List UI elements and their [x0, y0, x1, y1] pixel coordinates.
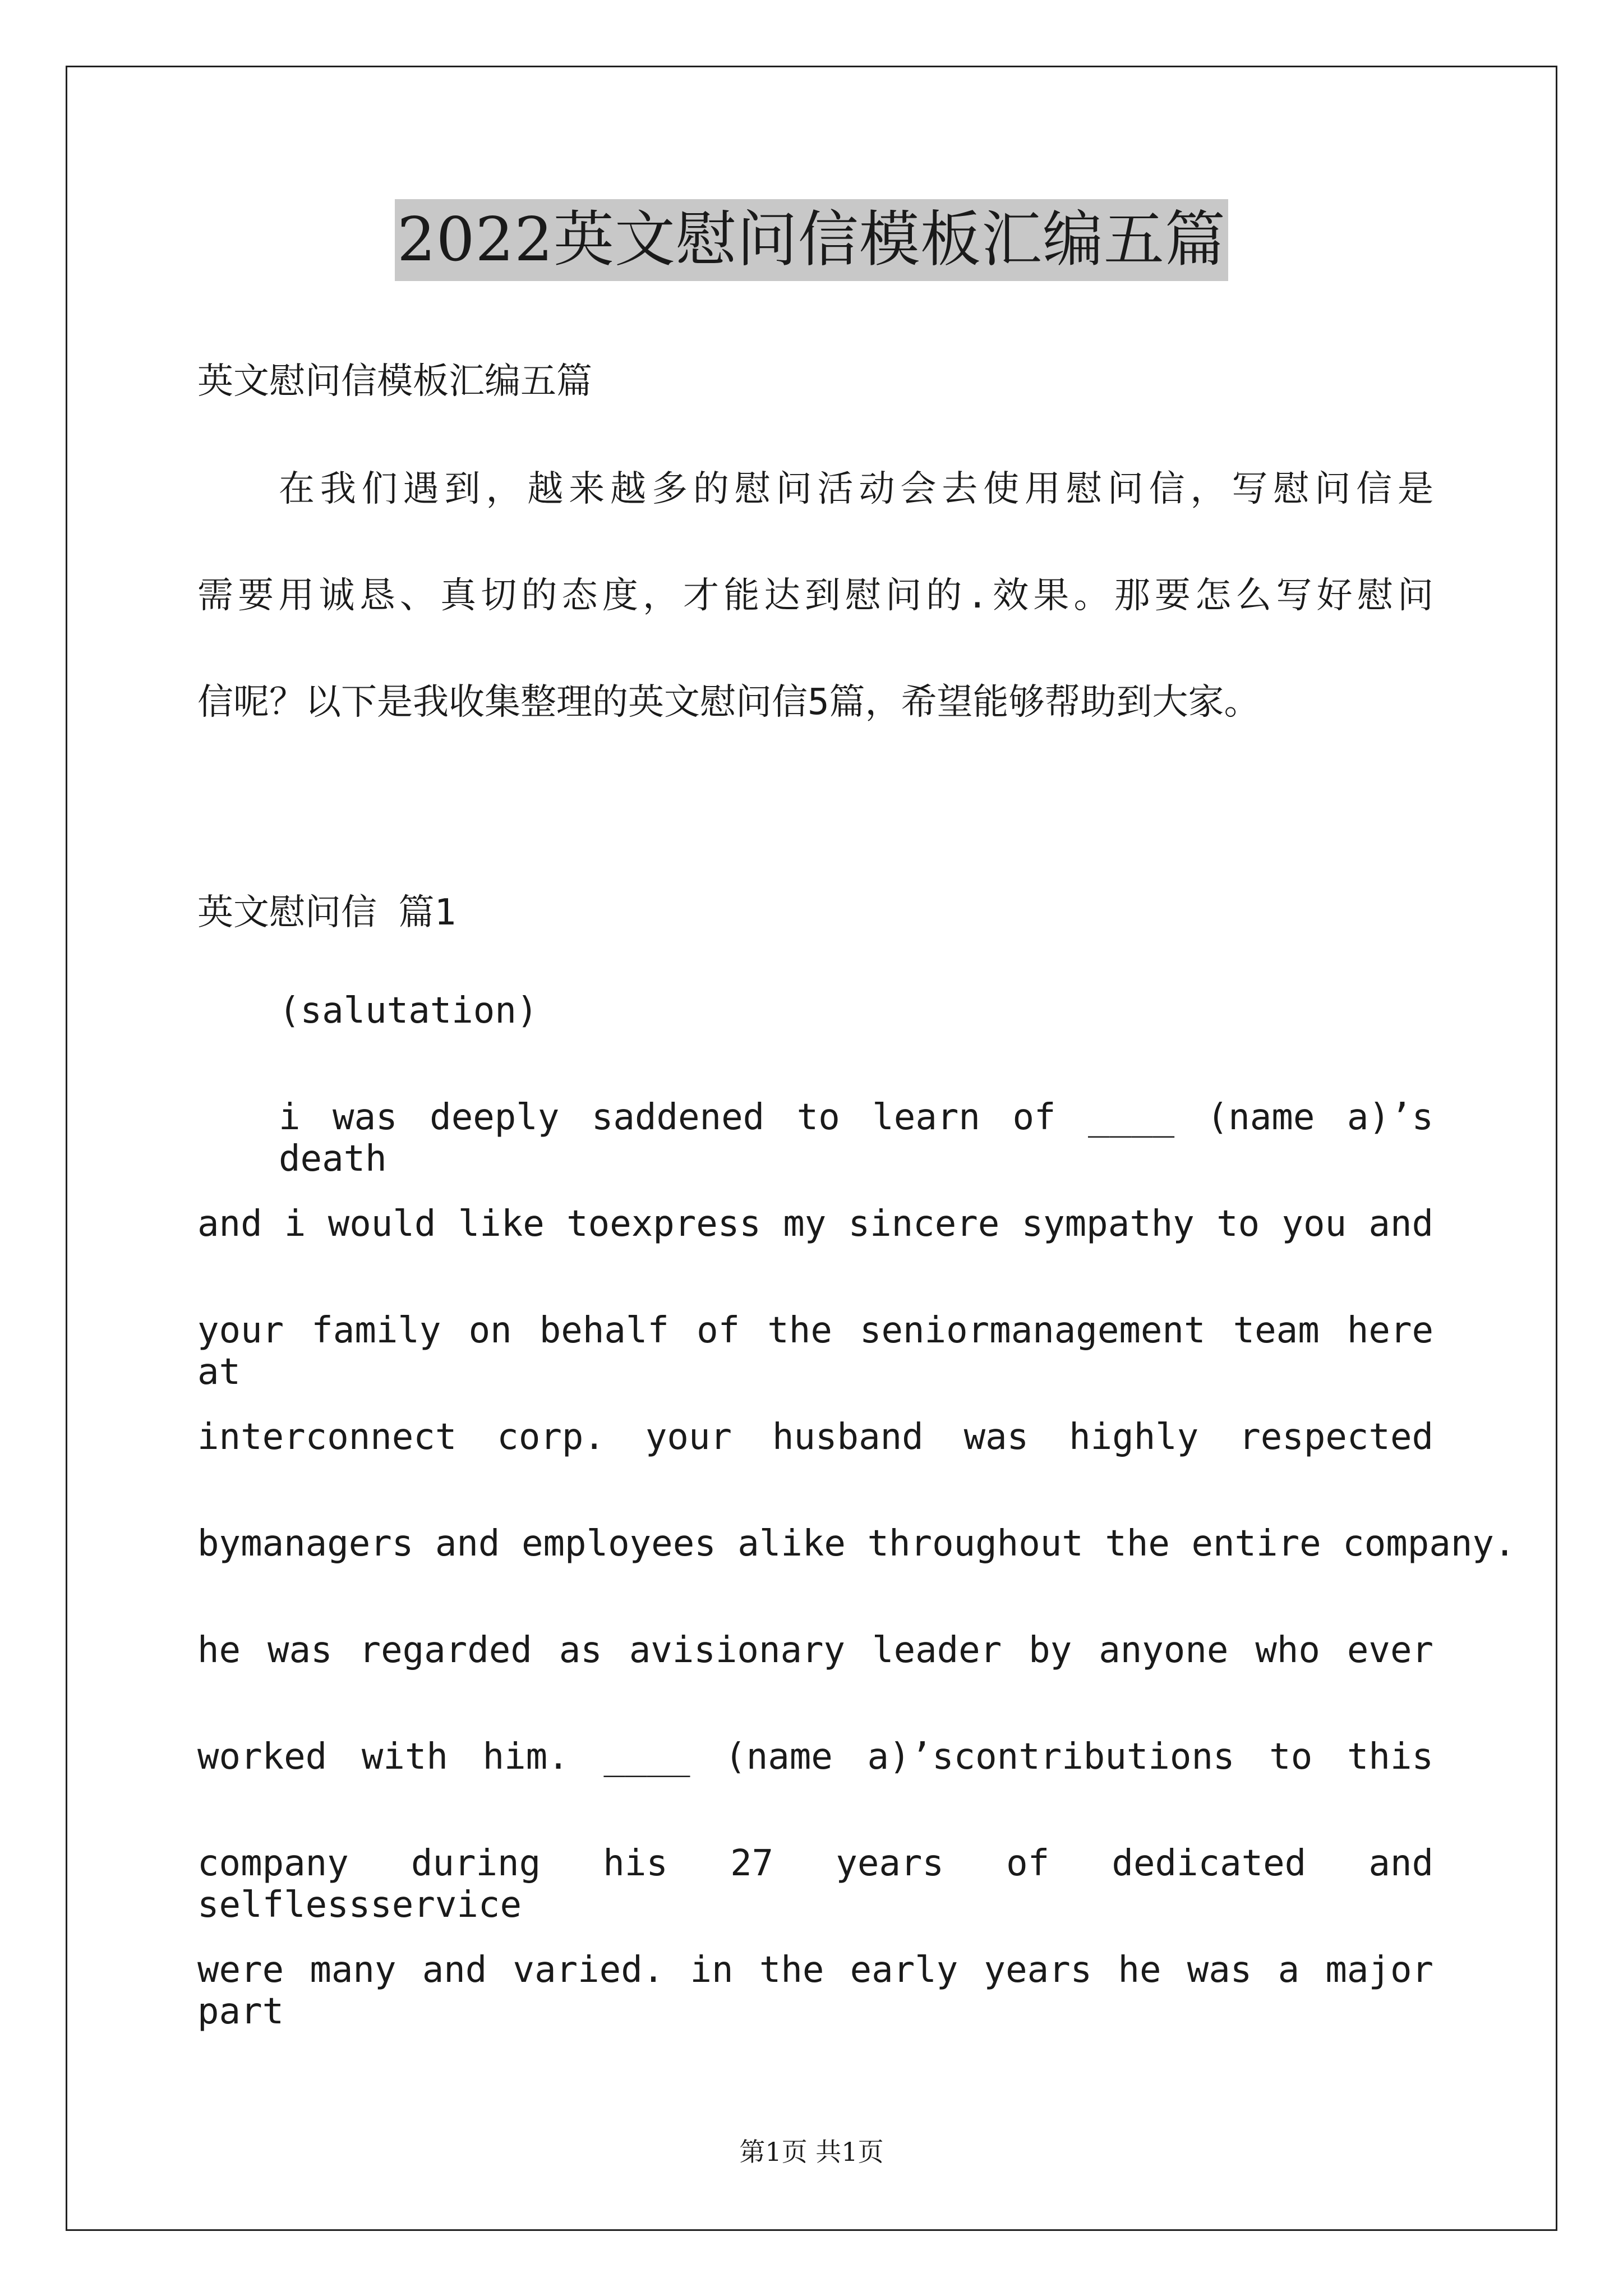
section-heading: 英文慰问信 篇1	[197, 892, 457, 933]
page-footer: 第1页 共1页	[739, 2137, 884, 2167]
letter-line-6: he was regarded as avisionary leader by anyone who ever	[197, 1630, 1433, 1671]
letter-line-3: your family on behalf of the seniormanagement team here at	[197, 1310, 1433, 1393]
letter-line-2: and i would like toexpress my sincere sympathy to you and	[197, 1203, 1433, 1245]
document-title: 2022英文慰问信模板汇编五篇	[395, 199, 1228, 281]
letter-line-4: interconnect corp. your husband was highly respected	[197, 1416, 1433, 1458]
title-container	[0, 199, 1623, 281]
intro-line-3: 信呢？以下是我收集整理的英文慰问信5篇，希望能够帮助到大家。	[197, 682, 1260, 723]
letter-line-1: i was deeply saddened to learn of ____ (name a)’s death	[279, 1097, 1433, 1180]
letter-line-7: worked with him. ____ (name a)’scontributions to this	[197, 1736, 1433, 1778]
intro-line-1: 在我们遇到，越来越多的慰问活动会去使用慰问信，写慰问信是	[279, 468, 1433, 510]
letter-line-8: company during his 27 years of dedicated and selflessservice	[197, 1843, 1433, 1926]
document-subtitle: 英文慰问信模板汇编五篇	[197, 361, 592, 402]
intro-line-2: 需要用诚恳、真切的态度，才能达到慰问的.效果。那要怎么写好慰问	[197, 575, 1433, 616]
letter-line-5: bymanagers and employees alike throughout the entire company.	[197, 1523, 1516, 1565]
letter-line-9: were many and varied. in the early years he was a major part	[197, 1949, 1433, 2032]
letter-salutation: (salutation)	[279, 990, 538, 1032]
